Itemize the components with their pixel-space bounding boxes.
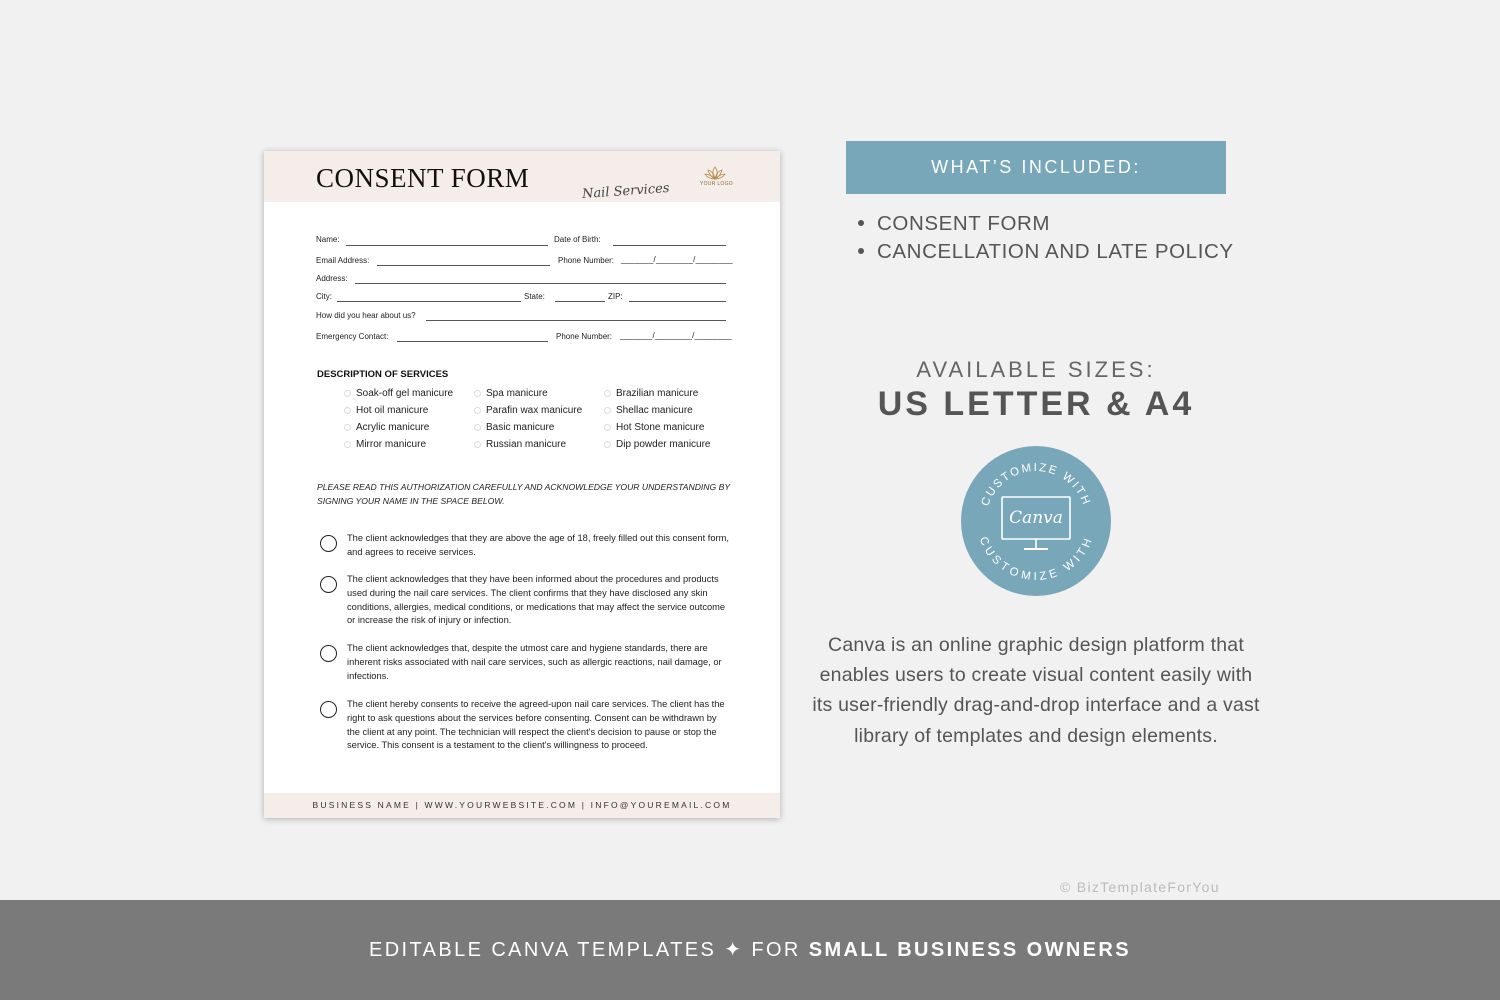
acknowledgement-text: The client hereby consents to receive the agreed-upon nail care services. The client has the right to ask questions about the services before consenting. Consent can be withdrawn by the client at any point. The technician will respect the client's decision to pause or stop the service. This consent is a testament to the client's willingness to proceed.	[347, 699, 725, 751]
email-field[interactable]	[377, 265, 550, 266]
bullet-icon	[858, 220, 864, 226]
radio-icon[interactable]	[320, 645, 337, 662]
included-item: CANCELLATION AND LATE POLICY	[858, 238, 1234, 266]
authorization-text: PLEASE READ THIS AUTHORIZATION CAREFULLY AND ACKNOWLEDGE YOUR UNDERSTANDING BY SIGNING YOUR NAME IN THE SPACE BELOW.	[317, 482, 730, 506]
service-option[interactable]: Parafin wax manicure	[474, 405, 582, 416]
service-option[interactable]: Mirror manicure	[344, 439, 426, 450]
form-script-subtitle: Nail Services	[581, 180, 670, 203]
logo	[700, 165, 733, 187]
checkbox-icon[interactable]	[344, 424, 351, 431]
service-option[interactable]: Hot oil manicure	[344, 405, 428, 416]
zip-label: ZIP:	[608, 292, 623, 301]
checkbox-icon[interactable]	[604, 441, 611, 448]
bullet-icon	[858, 248, 864, 254]
service-option[interactable]: Dip powder manicure	[604, 439, 711, 450]
bottom-band	[0, 900, 1500, 1000]
emergency-field[interactable]	[397, 341, 548, 342]
included-heading: WHAT’S INCLUDED:	[846, 141, 1226, 194]
checkbox-icon[interactable]	[474, 424, 481, 431]
checkbox-icon[interactable]	[474, 441, 481, 448]
included-list	[858, 210, 1234, 266]
dob-label: Date of Birth:	[554, 235, 601, 244]
checkbox-icon[interactable]	[474, 390, 481, 397]
how-heard-label: How did you hear about us?	[316, 311, 416, 320]
badge-graphic	[960, 445, 1112, 597]
address-field[interactable]	[355, 283, 726, 284]
acknowledgement-text: The client acknowledges that they are above the age of 18, freely filled out this consent form, and agrees to receive services.	[347, 533, 729, 557]
bottom-band-text: EDITABLE CANVA TEMPLATES ✦ FOR	[368, 939, 809, 961]
service-option[interactable]: Basic manicure	[474, 422, 554, 433]
address-label: Address:	[316, 274, 348, 283]
phone-field[interactable]: _______/________/________	[621, 255, 733, 264]
included-item: CONSENT FORM	[858, 210, 1234, 238]
checkbox-icon[interactable]	[344, 390, 351, 397]
logo-text: YOUR LOGO	[700, 181, 733, 187]
service-option[interactable]: Russian manicure	[474, 439, 566, 450]
badge-ring-text-top: CUSTOMIZE WITH	[979, 461, 1093, 508]
checkbox-icon[interactable]	[344, 441, 351, 448]
consent-form-sheet	[264, 151, 780, 818]
checkbox-icon[interactable]	[604, 407, 611, 414]
services-title: DESCRIPTION OF SERVICES	[317, 369, 449, 380]
service-option[interactable]: Acrylic manicure	[344, 422, 429, 433]
form-footer: BUSINESS NAME | WWW.YOURWEBSITE.COM | INFO@YOUREMAIL.COM	[264, 793, 780, 818]
copyright-credit: © BizTemplateForYou	[1060, 879, 1220, 895]
form-title: CONSENT FORM	[316, 163, 530, 193]
service-option[interactable]: Spa manicure	[474, 388, 548, 399]
phone-label: Phone Number:	[558, 256, 615, 265]
sizes-value: US LETTER & A4	[877, 385, 1195, 423]
city-field[interactable]	[337, 301, 521, 302]
zip-field[interactable]	[629, 301, 726, 302]
name-field[interactable]	[346, 245, 548, 246]
sizes-label: AVAILABLE SIZES:	[916, 357, 1156, 382]
customize-with-canva-badge	[960, 445, 1112, 597]
badge-center-text: Canva	[1009, 508, 1063, 528]
emergency-label: Emergency Contact:	[316, 332, 389, 341]
radio-icon[interactable]	[320, 576, 337, 593]
email-label: Email Address:	[316, 256, 370, 265]
checkbox-icon[interactable]	[604, 424, 611, 431]
city-label: City:	[316, 292, 332, 301]
checkbox-icon[interactable]	[604, 390, 611, 397]
state-field[interactable]	[555, 301, 605, 302]
radio-icon[interactable]	[320, 701, 337, 718]
service-option[interactable]: Shellac manicure	[604, 405, 693, 416]
lotus-icon	[704, 165, 726, 181]
canva-description: Canva is an online graphic design platform that enables users to create visual content easily with its user-friendly drag-and-drop interface and a vast library of templates and design elements.	[812, 634, 1260, 747]
badge-ring-text-bottom: CUSTOMIZE WITH	[976, 535, 1096, 584]
acknowledgement-text: The client acknowledges that they have been informed about the procedures and products used during the nail care services. The client confirms that they have disclosed any skin conditions, allergies, medical conditions, or medications that may affect the service outcome or increase the risk of injury or infection.	[347, 574, 726, 626]
checkbox-icon[interactable]	[474, 407, 481, 414]
how-heard-field[interactable]	[426, 320, 726, 321]
bottom-band-bold-text: SMALL BUSINESS OWNERS	[808, 939, 1132, 961]
state-label: State:	[524, 292, 545, 301]
checkbox-icon[interactable]	[344, 407, 351, 414]
acknowledgement-text: The client acknowledges that, despite the utmost care and hygiene standards, there are inherent risks associated with nail care services, such as allergic reactions, nail damage, or infections.	[347, 643, 722, 681]
name-label: Name:	[316, 235, 340, 244]
service-option[interactable]: Hot Stone manicure	[604, 422, 704, 433]
phone2-label: Phone Number:	[556, 332, 613, 341]
radio-icon[interactable]	[320, 535, 337, 552]
dob-field[interactable]	[613, 245, 726, 246]
service-option[interactable]: Soak-off gel manicure	[344, 388, 453, 399]
phone2-field[interactable]: _______/________/________	[620, 331, 732, 340]
service-option[interactable]: Brazilian manicure	[604, 388, 698, 399]
